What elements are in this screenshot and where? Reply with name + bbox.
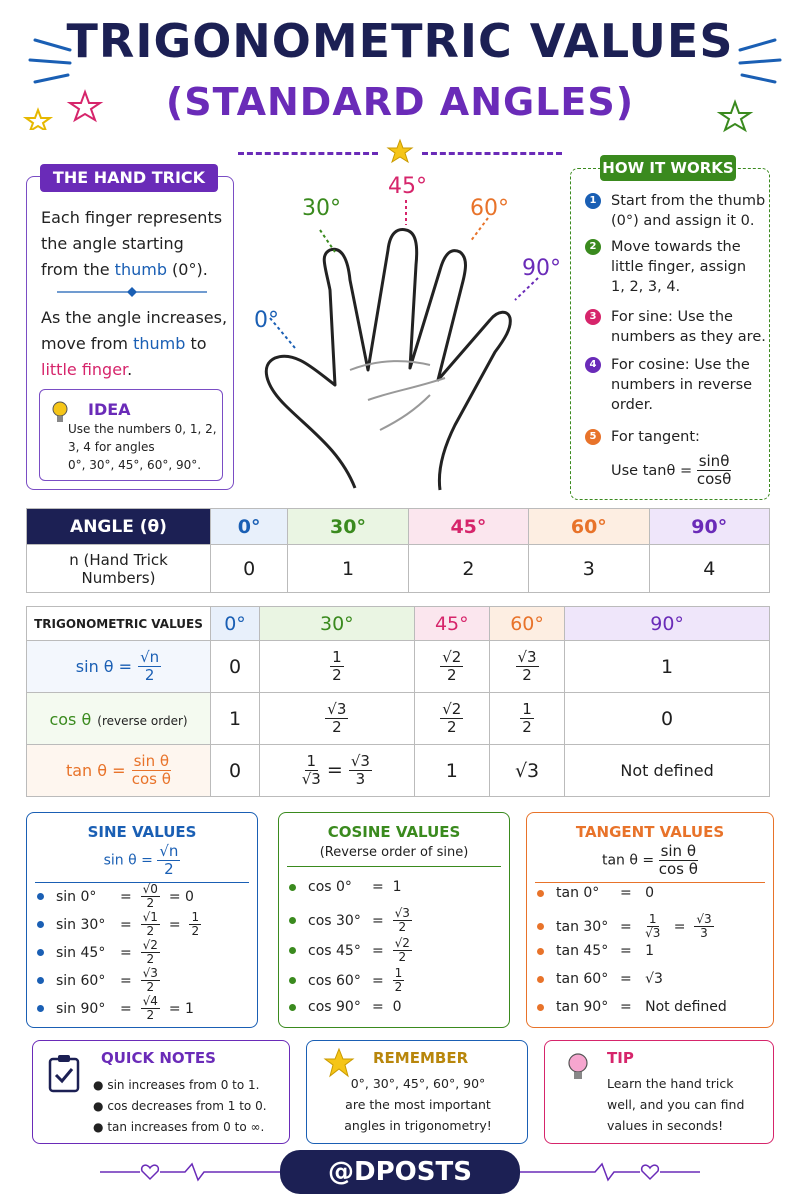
list-item: cos 90° = 0 [289,999,402,1015]
frac-num: √2 [142,938,158,952]
n-value: 0 [211,545,288,593]
row-label: sin 90° [56,1000,106,1017]
trig-header: TRIGONOMETRIC VALUES [27,607,211,641]
step-text: numbers in reverse [611,377,753,393]
frac-den: 2 [398,920,407,934]
frac-den: 2 [332,666,342,684]
frac-num: √3 [350,752,370,770]
angle-table [26,508,770,593]
tip-box [544,1040,774,1144]
step-text: Use tanθ = [611,462,693,479]
frac-den: 2 [191,924,200,938]
angle-header: ANGLE (θ) [27,509,211,545]
tan-numerator: sinθ [698,452,730,470]
remember-title: REMEMBER [373,1049,469,1067]
angle-label-60: 60° [470,196,509,221]
tan-denominator: cosθ [696,470,732,488]
idea-text: 3, 4 for angles [68,440,155,454]
cos-label: cos θ [49,709,92,729]
n-row-label: n (Hand Trick Numbers) [27,545,211,593]
hand-trick-text: Each finger represents [41,208,223,227]
hand-trick-card [26,176,234,490]
frac-num: √n [159,842,179,860]
sine-values-box [26,812,258,1028]
row-label: cos 45° [308,942,361,959]
frac-num: 1 [394,966,403,980]
frac-den: 2 [522,718,532,736]
step-number: 2 [585,239,601,255]
list-item: cos 0° = 1 [289,879,402,895]
row-label: cos 0° [308,879,352,895]
angle-col-0: 0° [211,509,288,545]
row-result: = 1 [168,1000,194,1017]
frac-den: √3 [645,926,661,940]
n-value: 2 [408,545,528,593]
step-number: 5 [585,429,601,445]
frac-num: √3 [142,966,158,980]
row-result: Not defined [645,999,727,1015]
step-text: little finger, assign [611,259,747,275]
frac-num: √2 [442,700,462,718]
list-item [93,1117,267,1138]
tan-value: 1 [414,745,489,797]
frac-den: √3 [301,770,321,788]
star-icon [720,102,750,130]
angle-label-30: 30° [302,196,341,221]
step-text: For sine: Use the [611,309,733,325]
frac-den: 2 [447,718,457,736]
list-item: sin 30° = $\frac{√1}{2}$ = $\frac{1}{2}$ [37,911,201,938]
lightbulb-icon [563,1049,593,1089]
frac-den: 2 [146,980,155,994]
n-value: 3 [529,545,649,593]
idea-text: Use the numbers 0, 1, 2, [68,422,217,436]
hand-trick-text: to [185,334,207,353]
heartbeat-left [100,1160,280,1184]
frac-num: sin θ [660,842,697,860]
remember-text: angles in trigonometry! [344,1118,492,1133]
tip-text: well, and you can find [607,1097,745,1112]
frac-den: 2 [398,950,407,964]
row-result: = 0 [168,888,194,905]
frac-num: √4 [142,994,158,1008]
idea-text: 0°, 30°, 45°, 60°, 90°. [68,458,202,472]
frac-num: √2 [394,936,410,950]
note-text: cos decreases from 1 to 0. [107,1099,267,1113]
step-number: 4 [585,357,601,373]
list-item [93,1075,267,1096]
frac-num: √3 [696,912,712,926]
cos-value: 1 [211,693,260,745]
tangent-formula-label: tan θ = [601,852,655,869]
sin-value: 0 [211,641,260,693]
list-item: sin 60° = $\frac{√3}{2}$ [37,967,160,994]
little-finger-highlight: little finger [41,360,128,379]
cosine-title: COSINE VALUES [327,823,461,841]
row-label: cos 90° [308,999,361,1015]
row-label: sin 30° [56,916,106,933]
footer-handle: @DPOSTS [280,1150,520,1194]
how-it-works-card [570,168,770,500]
row-label: sin 45° [56,944,106,961]
idea-box [39,389,223,481]
row-result: 0 [645,885,655,901]
list-item: tan 90° = Not defined [537,999,727,1015]
equals-sign: = [326,759,343,781]
frac-den: cos θ [658,860,698,878]
arrow-90 [515,278,538,300]
quick-notes-title: QUICK NOTES [101,1049,216,1067]
sin-label: sin θ = [75,657,133,676]
frac-den: 3 [700,926,708,940]
tan-value: Not defined [565,745,770,797]
angle-col-90: 90° [649,509,769,545]
note-text: sin increases from 0 to 1. [107,1078,260,1092]
tangent-title: TANGENT VALUES [575,823,725,841]
page-title: TRIGONOMETRIC VALUES [66,14,734,68]
list-item: tan 60° = √3 [537,971,663,987]
cos-row-label [27,693,211,745]
list-item: sin 45° = $\frac{√2}{2}$ [37,939,160,966]
frac-den: 2 [394,980,403,994]
frac-num: 1 [522,700,532,718]
row-result: 1 [645,943,655,959]
row-label: tan 60° [556,971,609,987]
angle-label-0: 0° [254,308,279,333]
list-item: tan 0° = 0 [537,885,654,901]
star-icon [70,92,100,120]
hand-illustration [240,170,570,510]
cos-note: (reverse order) [97,713,188,728]
frac-den: 2 [146,924,155,938]
row-label: sin 60° [56,972,106,989]
list-item: cos 60° = $\frac{1}{2}$ [289,967,404,994]
clipboard-icon [47,1053,81,1093]
remember-text: 0°, 30°, 45°, 60°, 90° [350,1076,486,1091]
step-number: 1 [585,193,601,209]
frac-num: 1 [332,648,342,666]
angle-col-30: 30° [288,509,408,545]
hand-trick-text: (0°). [166,260,208,279]
row-result: 0 [392,999,402,1015]
star-icon [386,138,414,166]
frac-num: 1 [648,912,657,926]
row-result: √3 [645,971,663,987]
sin-row-label [27,641,211,693]
star-icon [26,110,50,130]
frac-den: 2 [146,1008,155,1022]
frac-num: √2 [442,648,462,666]
angle-col-45: 45° [408,509,528,545]
step-text: (0°) and assign it 0. [611,213,755,229]
cosine-subtitle: (Reverse order of sine) [287,845,501,867]
n-value: 1 [288,545,408,593]
angle-col-0: 0° [211,607,260,641]
remember-text: are the most important [345,1097,491,1112]
frac-den: 3 [355,770,366,788]
tan-value: √3 [489,745,564,797]
check-icon: ● [93,1078,104,1092]
ornament-divider [57,285,207,299]
list-item: cos 30° = $\frac{√3}{2}$ [289,907,412,934]
frac-den: 2 [146,952,155,966]
step-text: Start from the thumb [611,193,766,209]
angle-col-60: 60° [529,509,649,545]
heartbeat-right [520,1160,700,1184]
frac-den: 2 [146,896,155,910]
list-item: tan 30° = $\frac{1}{√3}$ = $\frac{√3}{3}$ [537,913,714,940]
list-item: cos 45° = $\frac{√2}{2}$ [289,937,412,964]
heart-icon [142,1165,159,1179]
tan-row-label [27,745,211,797]
check-icon: ● [93,1099,104,1113]
angle-col-60: 60° [489,607,564,641]
tip-title: TIP [607,1049,634,1067]
tangent-values-box [526,812,774,1028]
row-label: tan 90° [556,999,609,1015]
arrow-60 [470,218,488,242]
step-text: For cosine: Use the [611,357,750,373]
sin-formula-num: √n [140,648,160,666]
cos-value: 0 [565,693,770,745]
tip-text: Learn the hand trick [607,1076,734,1091]
tan-formula-num: sin θ [133,752,170,770]
tan-label: tan θ = [65,761,126,780]
frac-den: 2 [164,860,174,878]
right-decoration [700,30,790,140]
row-label: tan 30° [556,918,609,935]
tan-formula-den: cos θ [131,770,171,788]
list-item [93,1096,267,1117]
frac-num: √3 [327,700,347,718]
frac-den: 2 [332,718,342,736]
frac-num: 1 [306,752,317,770]
tan-value: 0 [211,745,260,797]
thumb-highlight: thumb [114,260,167,279]
sine-title: SINE VALUES [87,823,197,841]
idea-label: IDEA [88,400,131,419]
angle-col-45: 45° [414,607,489,641]
thumb-highlight: thumb [133,334,186,353]
angle-col-30: 30° [260,607,415,641]
note-text: tan increases from 0 to ∞. [107,1120,265,1134]
frac-den: 2 [522,666,532,684]
list-item: sin 90° = $\frac{√4}{2}$ = 1 [37,995,194,1022]
divider-left [238,152,378,155]
step-text: order. [611,397,653,413]
row-result: 1 [392,879,402,895]
hand-trick-label: THE HAND TRICK [40,164,218,192]
step-text: For tangent: [611,429,700,445]
frac-num: √3 [517,648,537,666]
step-number: 3 [585,309,601,325]
hand-trick-text: move from [41,334,134,353]
frac-den: 2 [447,666,457,684]
list-item: tan 45° = 1 [537,943,654,959]
hand-trick-text: As the angle increases, [41,308,228,327]
row-label: sin 0° [56,888,97,905]
hand-trick-text: . [127,360,133,379]
frac-num: √1 [142,910,158,924]
page-subtitle: (STANDARD ANGLES) [165,80,635,124]
hand-trick-text: from the [41,260,115,279]
sin-formula-den: 2 [144,666,155,684]
tip-text: values in seconds! [607,1118,724,1133]
row-label: cos 60° [308,972,361,989]
frac-num: √0 [142,882,158,896]
row-label: cos 30° [308,912,361,929]
angle-label-45: 45° [388,174,427,199]
frac-num: √3 [394,906,410,920]
frac-num: 1 [191,910,200,924]
step-text: Move towards the [611,239,741,255]
trig-values-table [26,606,770,797]
n-value: 4 [649,545,769,593]
angle-col-90: 90° [565,607,770,641]
remember-box [306,1040,528,1144]
quick-notes-box [32,1040,290,1144]
hand-trick-text: the angle starting [41,234,184,253]
left-decoration [20,30,110,130]
angle-label-90: 90° [522,256,561,281]
row-label: tan 0° [556,885,600,901]
step-text: 1, 2, 3, 4. [611,279,681,295]
check-icon: ● [93,1120,104,1134]
list-item: sin 0° = $\frac{√0}{2}$ = 0 [37,883,194,910]
cosine-values-box [278,812,510,1028]
step-text: numbers as they are. [611,329,766,345]
sin-value: 1 [565,641,770,693]
divider-right [422,152,562,155]
how-it-works-label: HOW IT WORKS [600,155,736,181]
heart-icon [642,1165,659,1179]
row-label: tan 45° [556,943,609,959]
sine-formula-label: sin θ = [103,852,153,869]
